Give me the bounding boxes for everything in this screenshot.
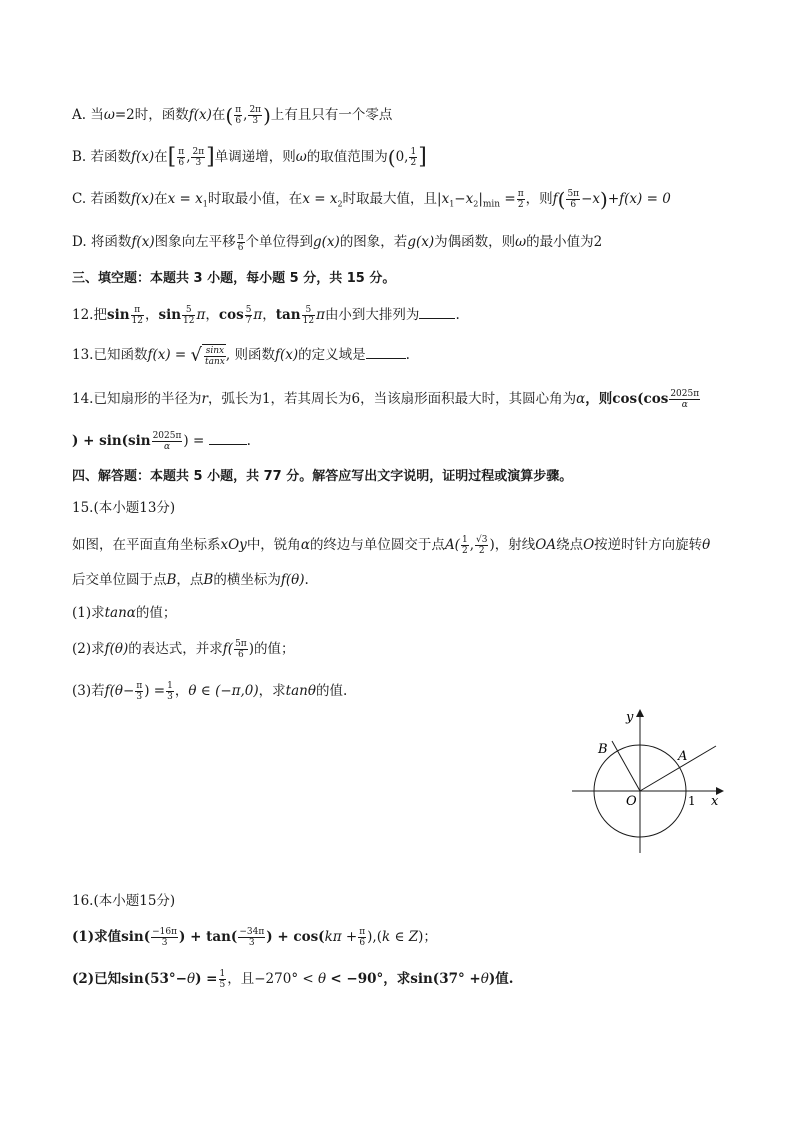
- point-b-label: B: [598, 742, 608, 757]
- question-16-part-1: (1)求值sin( $\frac{-16\pi}{3}$ ) + tan( $\frac{-34\pi}{3}$ ) + cos(kπ + $\frac{\pi}{6}$ ),(k ∈ Z)；: [72, 927, 437, 948]
- question-15-part-3: (3)若f(θ− $\frac{\pi}{3}$ ) = $\frac{1}{3}$ ，θ ∈ (−π,0)，求tanθ的值.: [72, 681, 348, 702]
- question-12: 12.把sin $\frac{\pi}{12}$ ，sin $\frac{5}{12}$ π，cos $\frac{5}{7}$ π，tan $\frac{5}{12}$ π由小到大排列为 .: [72, 305, 460, 326]
- option-b: B. 若函数f(x)在[ $\frac{\pi}{6}$ , $\frac{2\pi}{3}$ ]单调递增，则ω的取值范围为(0, $\frac{1}{2}$ ]: [72, 144, 427, 170]
- section-3-heading: 三、填空题：本题共 3 小题，每小题 5 分，共 15 分。: [72, 271, 396, 286]
- one-label: 1: [688, 794, 696, 808]
- question-15-part-1: (1)求tanα的值；: [72, 605, 177, 621]
- question-16-title: 16.(本小题15分): [72, 893, 176, 909]
- answer-blank: [366, 346, 406, 359]
- y-axis-arrow: [636, 709, 644, 717]
- answer-blank: [419, 306, 455, 319]
- y-axis-label: y: [626, 710, 634, 725]
- point-a-label: A: [678, 749, 688, 764]
- unit-circle-figure: [566, 705, 726, 860]
- x-axis-label: x: [711, 794, 719, 809]
- question-16-part-2: (2)已知sin(53°−θ) = $\frac{1}{5}$ ，且−270° < θ < −90°，求sin(37° +θ)值.: [72, 969, 514, 990]
- option-d: D. 将函数f(x)图象向左平移 $\frac{\pi}{6}$ 个单位得到g(x)的图象，若g(x)为偶函数，则ω的最小值为2: [72, 232, 603, 253]
- option-c: C. 若函数f(x)在$x = x_1$时取最小值，在$x = x_2$时取最大值，且$|x_1-x_2|_{min}$ = $\frac{\pi}{2}$ ，则f( $\frac{5\pi}{6}$ −x)+f(x) = 0: [72, 187, 671, 212]
- ray-ob: [612, 741, 640, 791]
- question-15-title: 15.(本小题13分): [72, 500, 176, 516]
- question-15-body-2: 后交单位圆于点B，点B的横坐标为f(θ).: [72, 572, 309, 588]
- question-15-part-2: (2)求f(θ)的表达式，并求f( $\frac{5\pi}{6}$ )的值；: [72, 639, 295, 660]
- origin-label: O: [626, 794, 637, 809]
- question-14-line-2: ) + sin(sin $\frac{2025\pi}{\alpha}$ ) = .: [72, 431, 251, 452]
- question-15-body-1: 如图，在平面直角坐标系xOy中，锐角α的终边与单位圆交于点A( $\frac{1}{2}$ , $\frac{√3}{2}$ )，射线OA绕点O按逆时针方向旋转θ: [72, 535, 711, 556]
- answer-blank: [209, 432, 247, 445]
- question-13: 13.已知函数f(x) = √ $\frac{\sin x}{\tan x}$ , 则函数f(x)的定义域是 .: [72, 344, 410, 367]
- option-a: A. 当ω=2时，函数f(x)在( $\frac{\pi}{6}$ , $\frac{2\pi}{3}$ )上有且只有一个零点: [72, 103, 393, 128]
- question-14-line-1: 14.已知扇形的半径为r，弧长为1，若其周长为6，当该扇形面积最大时，其圆心角为α，则cos(cos $\frac{2025\pi}{\alpha}$: [72, 389, 700, 410]
- section-4-heading: 四、解答题：本题共 5 小题，共 77 分。解答应写出文字说明，证明过程或演算步骤。: [72, 469, 573, 484]
